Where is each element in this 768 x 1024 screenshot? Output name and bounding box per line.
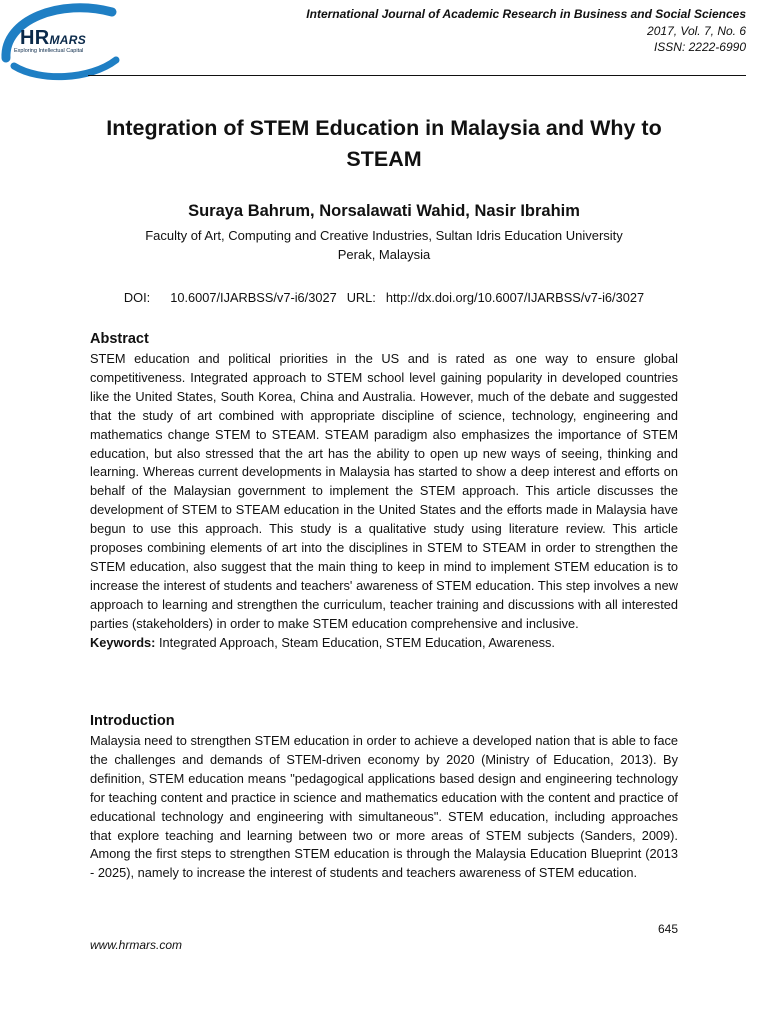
header-divider <box>88 75 746 76</box>
url-label: URL: <box>346 290 376 305</box>
abstract-text: STEM education and political priorities in the US and is rated as one way to ensure global competitiveness. Integrated approach to STEM school level gaining popularity in developed countries like the United States, South Korea, China and Australia. However, much of the debate and suggested that the study of art combined with appropriate discipline of science, technology, engineering and mathematics change STEM to STEAM. STEAM paradigm also emphasizes the importance of STEM education, but also stressed that the art has the ability to open up new ways of seeing, thinking and learning. Whereas current developments in Malaysia has started to show a deep interest and efforts on behalf of the Malaysian government to implement the STEM approach. This article discusses the development of STEM to STEAM education in the United States and the efforts made in Malaysia have begun to use this approach. This study is a qualitative study using literature review. This article proposes combining elements of art into the disciplines in STEM to STEAM in order to strengthen the STEM education, also suggest that the main thing to keep in mind to implement STEM education is to increase the interest of students and teachers' awareness of STEM education. This step involves a new approach to learning and strengthen the curriculum, teacher training and discussions with all interested parties (stakeholders) in order to make STEM education comprehensive and inclusive. <box>90 351 678 631</box>
journal-volume: 2017, Vol. 7, No. 6 <box>647 23 746 38</box>
footer-website[interactable]: www.hrmars.com <box>90 938 183 952</box>
page-number: 645 <box>657 922 678 936</box>
introduction-text: Malaysia need to strengthen STEM education in order to achieve a developed nation that is able to face the challenges and demands of STEM-driven economy by 2020 (Ministry of Education, 2013). By definition, STEM education means "pedagogical applications based design and engineering technology for teaching content and practice in science and mathematics education with the content and practice of educational technology and engineering with simultaneous". STEM education, including approaches that explore teaching and learning between two or more areas of STEM subjects (Sanders, 2009). Among the first steps to strengthen STEM education is through the Malaysia Education Blueprint (2013 - 2025), namely to increase the interest of students and teachers awareness of STEM education. <box>90 733 678 881</box>
journal-name: International Journal of Academic Research in Business and Social Sciences <box>306 7 746 21</box>
identifier-line <box>90 290 678 305</box>
logo-tagline: Exploring Intellectual Capital <box>14 48 84 54</box>
journal-header <box>306 6 746 56</box>
doi-label: DOI: <box>123 290 151 305</box>
url-link[interactable]: http://dx.doi.org/10.6007/IJARBSS/v7-i6/3027 <box>385 290 645 305</box>
hrmars-logo <box>0 0 130 82</box>
keywords-label: Keywords: <box>90 634 156 650</box>
logo-wordmark: HRMARS <box>20 27 87 49</box>
affiliation <box>90 226 678 264</box>
introduction-heading: Introduction <box>90 713 175 729</box>
abstract-section <box>90 330 678 653</box>
doi-value[interactable]: 10.6007/IJARBSS/v7-i6/3027 <box>170 290 337 305</box>
paper-title: Integration of STEM Education in Malaysia and Why to STEAM <box>106 116 662 171</box>
author-list: Suraya Bahrum, Norsalawati Wahid, Nasir Ibrahim <box>188 202 580 220</box>
journal-issn: ISSN: 2222-6990 <box>653 40 746 54</box>
introduction-section <box>90 712 678 883</box>
affiliation-institution: Faculty of Art, Computing and Creative Industries, Sultan Idris Education University <box>145 228 623 243</box>
keywords <box>90 634 678 653</box>
keywords-value: Integrated Approach, Steam Education, STEM Education, Awareness. <box>158 634 555 650</box>
affiliation-location: Perak, Malaysia <box>337 247 431 262</box>
abstract-heading: Abstract <box>90 331 149 347</box>
